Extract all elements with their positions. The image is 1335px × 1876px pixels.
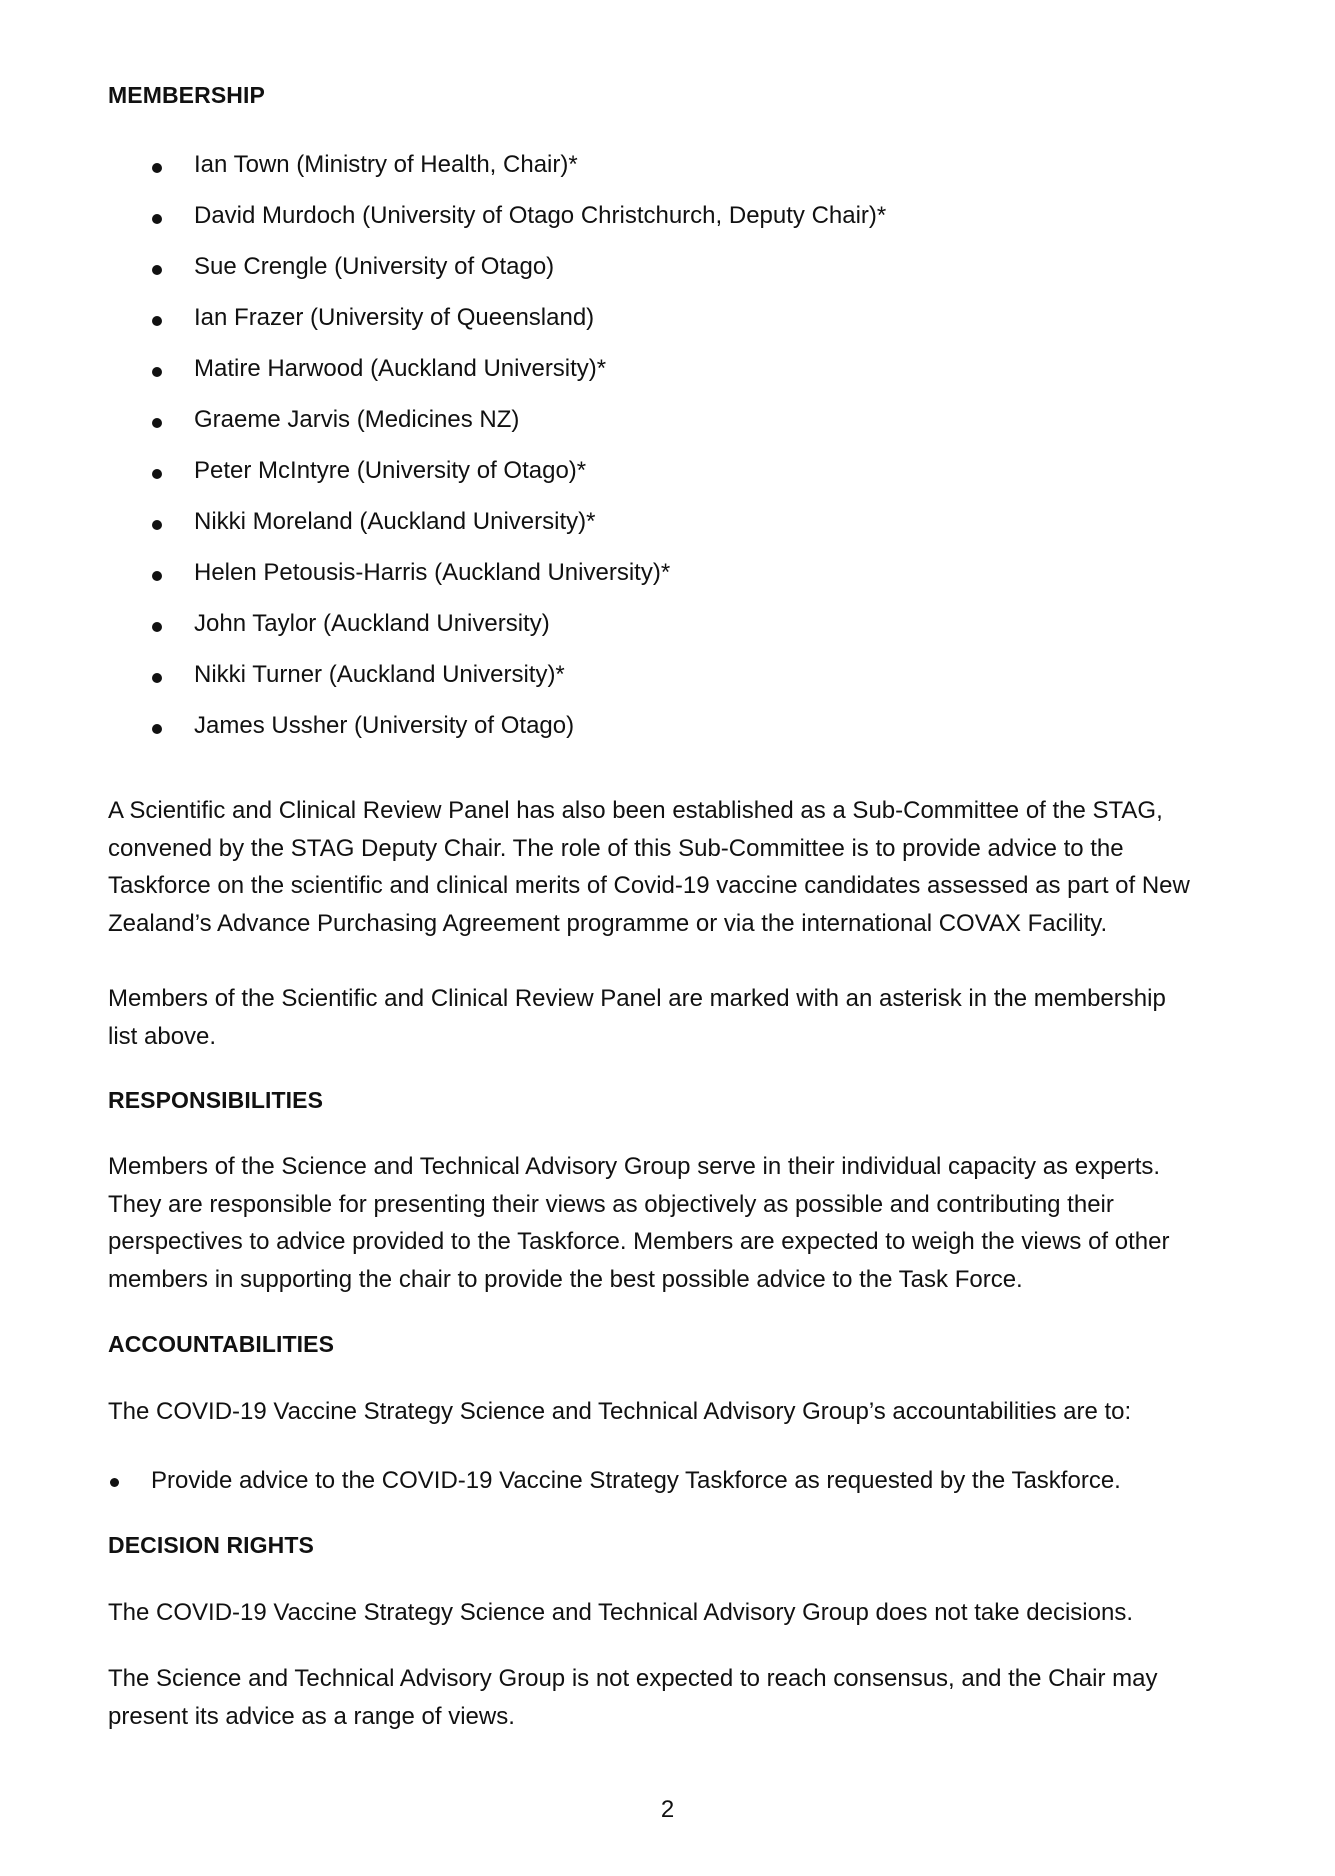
bullet-icon xyxy=(152,571,162,581)
bullet-icon xyxy=(152,520,162,530)
paragraph-line: perspectives to advice provided to the Taskforce. Members are expected to weigh the views of other xyxy=(108,1228,1170,1255)
member-name: Peter McIntyre (University of Otago)* xyxy=(194,457,587,484)
bullet-icon xyxy=(110,1478,119,1487)
paragraph-line: Zealand’s Advance Purchasing Agreement programme or via the international COVAX Facility. xyxy=(108,909,1108,937)
paragraph-line: Taskforce on the scientific and clinical merits of Covid-19 vaccine candidates assessed as part of New xyxy=(108,872,1190,899)
accountabilities-heading: ACCOUNTABILITIES xyxy=(108,1331,335,1357)
member-name: James Ussher (University of Otago) xyxy=(194,712,575,739)
paragraph-line: The COVID-19 Vaccine Strategy Science and Technical Advisory Group does not take decisions. xyxy=(108,1599,1133,1626)
decision-rights-heading: DECISION RIGHTS xyxy=(108,1532,314,1558)
review-panel-paragraph xyxy=(108,792,1218,942)
accountabilities-intro xyxy=(108,1393,1218,1431)
membership-heading: MEMBERSHIP xyxy=(108,82,265,108)
paragraph-line: A Scientific and Clinical Review Panel has also been established as a Sub-Committee of the STAG, xyxy=(108,797,1163,824)
decision-rights-paragraph-2 xyxy=(108,1660,1218,1735)
member-name: Helen Petousis-Harris (Auckland University)* xyxy=(194,559,671,586)
member-name: Nikki Turner (Auckland University)* xyxy=(194,661,565,688)
paragraph-line: present its advice as a range of views. xyxy=(108,1702,515,1730)
paragraph-line: Members of the Science and Technical Advisory Group serve in their individual capacity as experts. xyxy=(108,1153,1161,1180)
bullet-icon xyxy=(152,163,162,173)
member-name: Ian Frazer (University of Queensland) xyxy=(194,304,595,331)
paragraph-line: They are responsible for presenting their views as objectively as possible and contributing their xyxy=(108,1190,1114,1218)
member-name: Ian Town (Ministry of Health, Chair)* xyxy=(194,151,578,178)
member-name: John Taylor (Auckland University) xyxy=(194,610,550,637)
bullet-icon xyxy=(152,316,162,326)
bullet-icon xyxy=(152,622,162,632)
member-name: Nikki Moreland (Auckland University)* xyxy=(194,508,596,535)
paragraph-line: list above. xyxy=(108,1022,217,1050)
asterisk-note-paragraph xyxy=(108,980,1218,1055)
decision-rights-paragraph-1 xyxy=(108,1594,1218,1632)
member-name: David Murdoch (University of Otago Christchurch, Deputy Chair)* xyxy=(194,202,887,229)
bullet-icon xyxy=(152,673,162,683)
member-name: Matire Harwood (Auckland University)* xyxy=(194,355,607,382)
paragraph-line: members in supporting the chair to provide the best possible advice to the Task Force. xyxy=(108,1265,1023,1293)
bullet-icon xyxy=(152,469,162,479)
paragraph-line: Members of the Scientific and Clinical Review Panel are marked with an asterisk in the membership xyxy=(108,985,1166,1012)
bullet-icon xyxy=(152,724,162,734)
bullet-icon xyxy=(152,418,162,428)
paragraph-line: The Science and Technical Advisory Group is not expected to reach consensus, and the Chair may xyxy=(108,1665,1158,1692)
page-number: 2 xyxy=(660,1796,675,1823)
paragraph-line: convened by the STAG Deputy Chair. The role of this Sub-Committee is to provide advice to the xyxy=(108,834,1124,862)
paragraph-line: The COVID-19 Vaccine Strategy Science and Technical Advisory Group’s accountabilities are to: xyxy=(108,1398,1132,1425)
member-name: Graeme Jarvis (Medicines NZ) xyxy=(194,406,520,433)
bullet-icon xyxy=(152,214,162,224)
responsibilities-heading: RESPONSIBILITIES xyxy=(108,1087,324,1113)
responsibilities-paragraph xyxy=(108,1148,1218,1298)
bullet-icon xyxy=(152,265,162,275)
bullet-icon xyxy=(152,367,162,377)
member-name: Sue Crengle (University of Otago) xyxy=(194,253,555,280)
accountability-text: Provide advice to the COVID-19 Vaccine Strategy Taskforce as requested by the Taskforce. xyxy=(151,1467,1121,1494)
